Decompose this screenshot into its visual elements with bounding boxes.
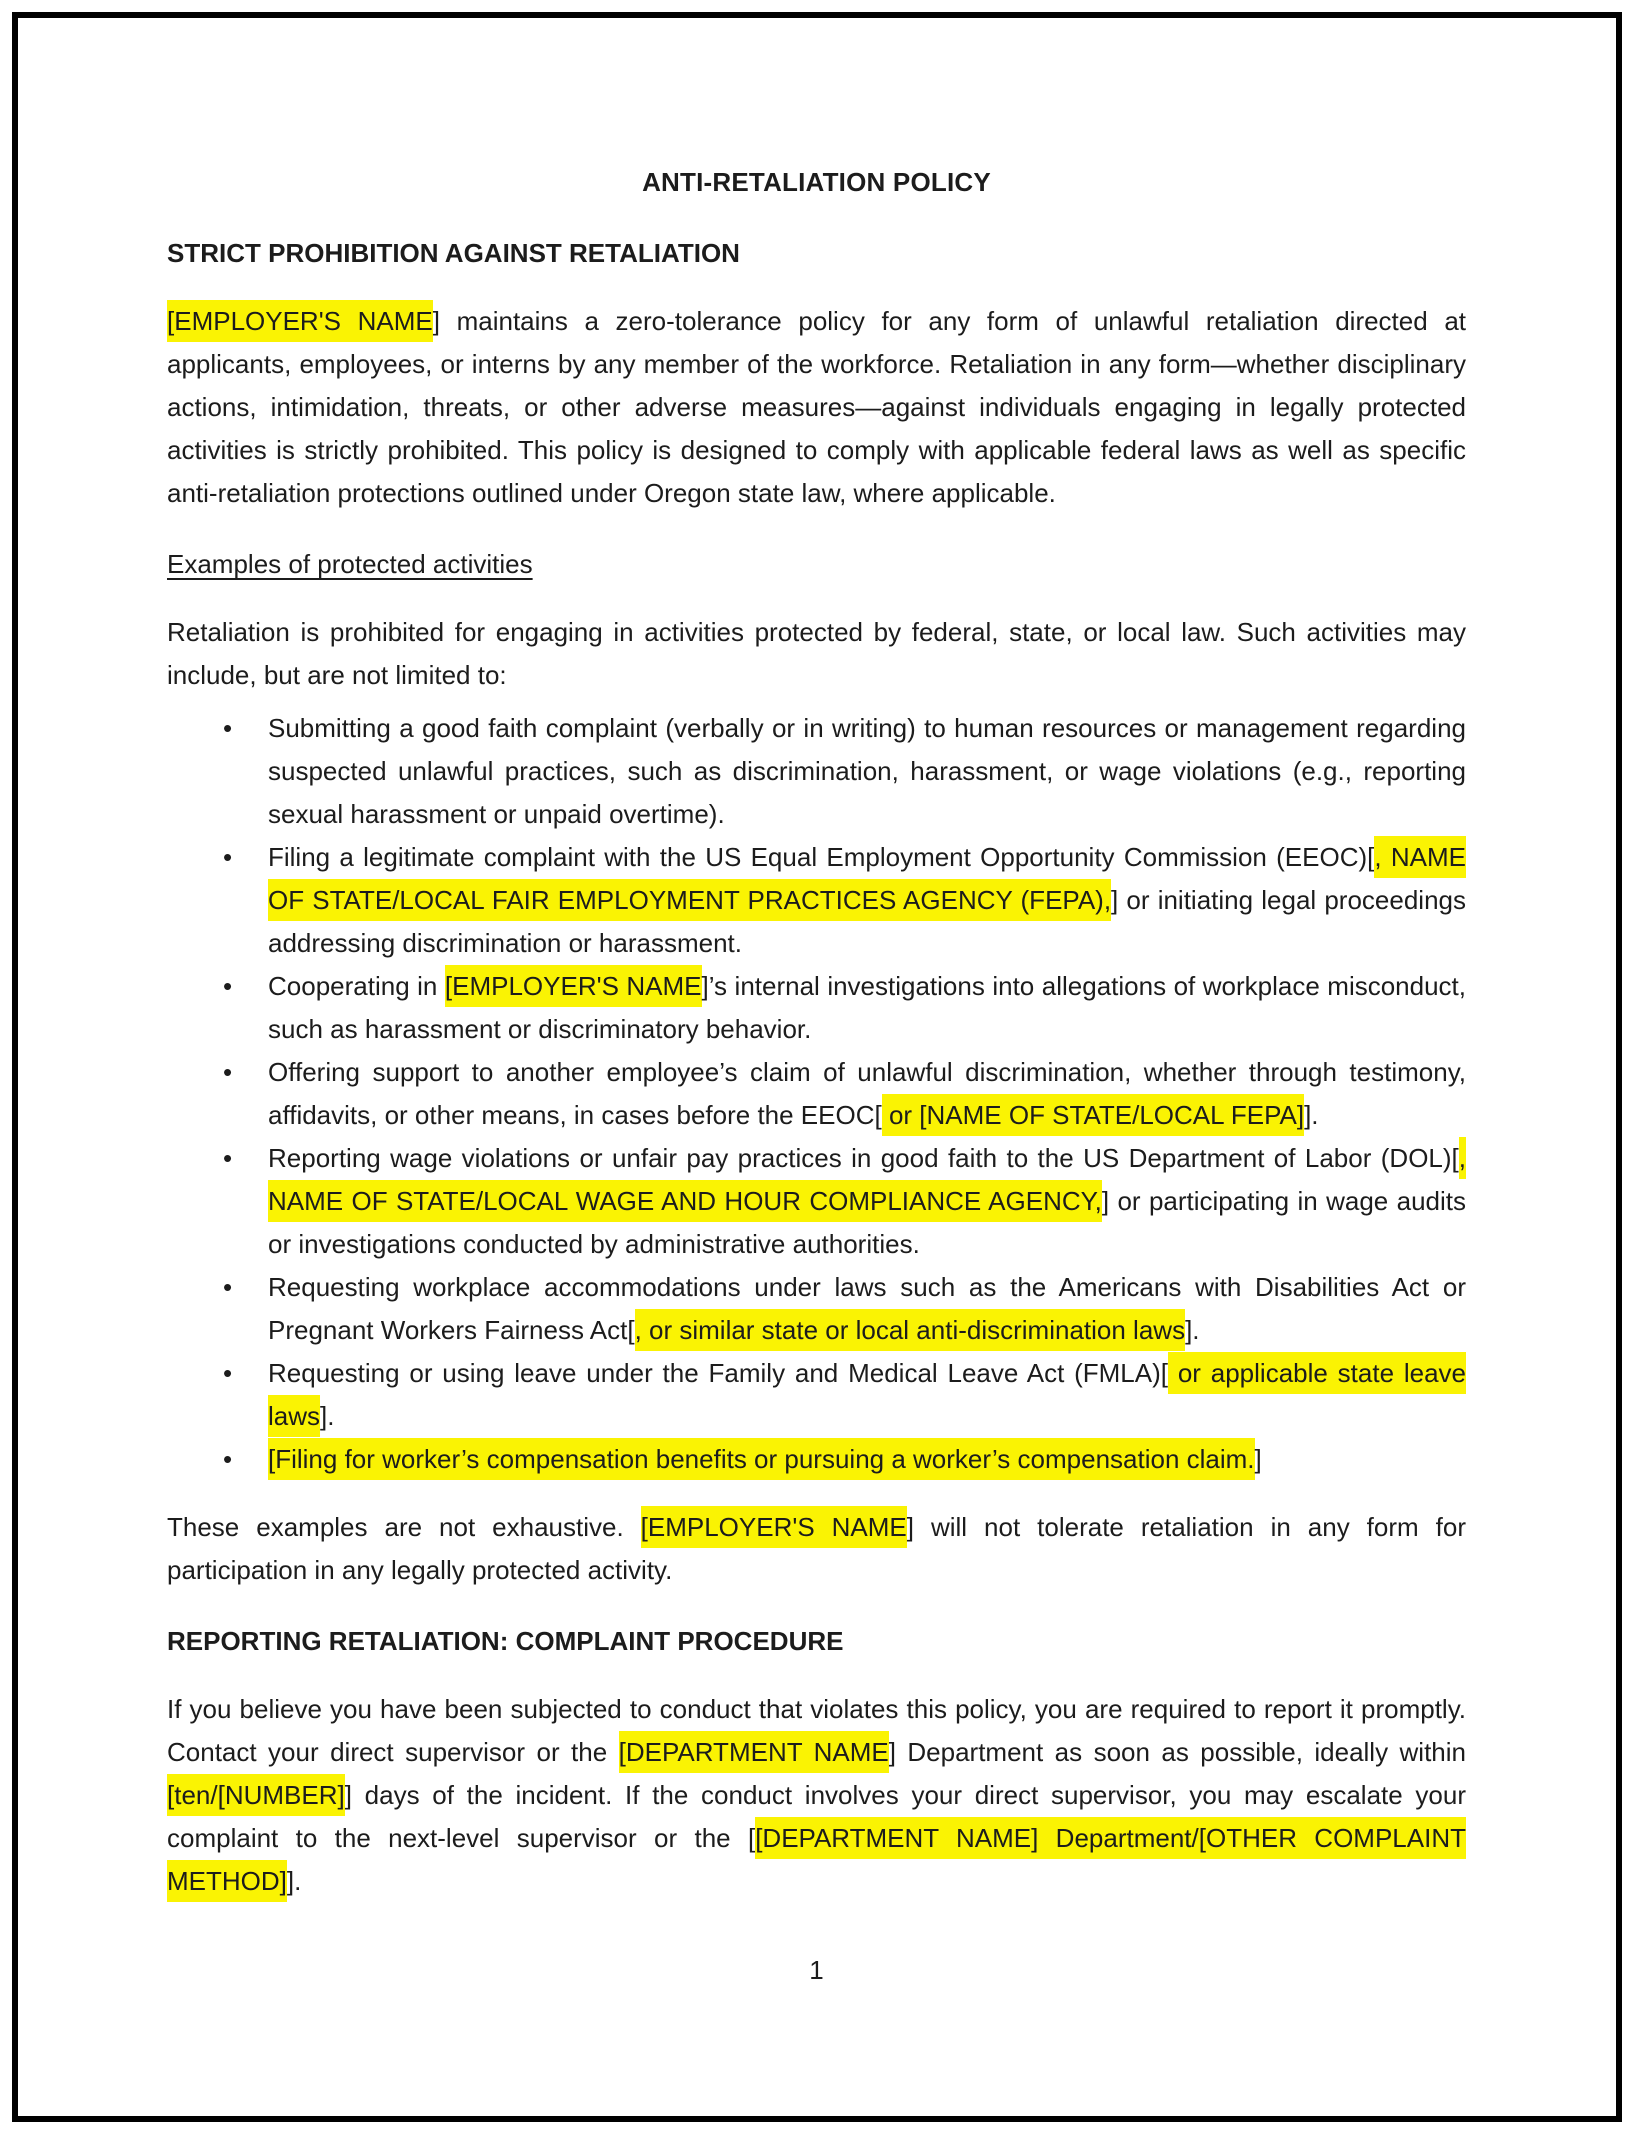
list-item-workers-compensation	[167, 1438, 1466, 1481]
list-item-offering-support	[167, 1051, 1466, 1137]
text-run: ] Department as soon as possible, ideally within	[888, 1737, 1467, 1767]
list-item-good-faith-complaint	[167, 707, 1466, 836]
highlighted-placeholder: [ten/[NUMBER]	[167, 1774, 345, 1816]
list-item-reporting-wage-violations	[167, 1137, 1466, 1266]
text-run: Requesting or using leave under the Family and Medical Leave Act (FMLA)[	[268, 1358, 1168, 1388]
heading-strict-prohibition: STRICT PROHIBITION AGAINST RETALIATION	[167, 238, 740, 268]
text-run: ]’s internal investigations into allegations of workplace misconduct, such as harassment or discriminatory behavior.	[268, 971, 1467, 1044]
highlighted-placeholder: or [NAME OF STATE/LOCAL FEPA]	[882, 1094, 1304, 1136]
document-content	[167, 0, 1466, 1992]
protected-activities-list	[167, 707, 1466, 1481]
highlighted-placeholder: [DEPARTMENT NAME] Department/[OTHER COMPLAINT METHOD]	[167, 1817, 1466, 1902]
highlighted-placeholder: , NAME OF STATE/LOCAL WAGE AND HOUR COMPLIANCE AGENCY,	[268, 1137, 1466, 1222]
highlighted-placeholder: [EMPLOYER'S NAME	[445, 965, 702, 1007]
text-run: Offering support to another employee’s claim of unlawful discrimination, whether through testimony, affidavits, or other means, in cases before the EEOC[	[268, 1057, 1466, 1130]
list-item-cooperating-investigations	[167, 965, 1466, 1051]
text-run: These examples are not exhaustive.	[167, 1512, 641, 1542]
highlighted-placeholder: [DEPARTMENT NAME	[619, 1731, 889, 1773]
paragraph-reporting-procedure	[167, 1688, 1466, 1903]
highlighted-placeholder: [Filing for worker’s compensation benefits or pursuing a worker’s compensation claim.	[268, 1438, 1255, 1480]
text-run: ].	[1304, 1100, 1319, 1130]
text-run: Submitting a good faith complaint (verbally or in writing) to human resources or management regarding suspected unlawful practices, such as discrimination, harassment, or wage violations (e.g., reporting sexual harassment or unpaid overtime).	[268, 713, 1466, 829]
text-run: ] or participating in wage audits or investigations conducted by administrative authorities.	[268, 1186, 1466, 1259]
heading-reporting-retaliation: REPORTING RETALIATION: COMPLAINT PROCEDURE	[167, 1626, 844, 1656]
text-run: ] or initiating legal proceedings addressing discrimination or harassment.	[268, 885, 1466, 958]
highlighted-placeholder: [EMPLOYER'S NAME	[641, 1506, 907, 1548]
text-run: Requesting workplace accommodations under laws such as the Americans with Disabilities Act or Pregnant Workers Fairness Act[	[268, 1272, 1466, 1345]
list-item-requesting-accommodations	[167, 1266, 1466, 1352]
list-item-requesting-leave	[167, 1352, 1466, 1438]
text-run: ].	[1185, 1315, 1200, 1345]
text-run: ] maintains a zero-tolerance policy for any form of unlawful retaliation directed at applicants, employees, or interns by any member of the workforce. Retaliation in any form—whether disciplinary actions, intimidation, threats, or other adverse measures—against individuals engaging in legally protected activities is strictly prohibited. This policy is designed to comply with applicable federal laws as well as specific anti-retaliation protections outlined under Oregon state law, where applicable.	[167, 306, 1466, 508]
text-run: ] will not tolerate retaliation in any form for participation in any legally protected activity.	[167, 1512, 1466, 1585]
text-run: ].	[286, 1866, 302, 1896]
text-run: ] days of the incident. If the conduct involves your direct supervisor, you may escalate your complaint to the next-level supervisor or the [	[167, 1780, 1466, 1853]
paragraph-prohibition-statement	[167, 300, 1466, 515]
subheading-examples-of-protected-activities: Examples of protected activities	[167, 549, 533, 579]
text-run: If you believe you have been subjected to conduct that violates this policy, you are required to report it promptly. Contact your direct supervisor or the	[167, 1694, 1466, 1767]
page-number: 1	[809, 1955, 824, 1985]
highlighted-placeholder: , NAME OF STATE/LOCAL FAIR EMPLOYMENT PRACTICES AGENCY (FEPA),	[268, 836, 1466, 921]
text-run: Reporting wage violations or unfair pay practices in good faith to the US Department of Labor (DOL)[	[268, 1143, 1459, 1173]
text-run: Filing a legitimate complaint with the US Equal Employment Opportunity Commission (EEOC)[	[268, 842, 1375, 872]
text-run: ]	[1254, 1444, 1262, 1474]
text-run: ].	[320, 1401, 335, 1431]
text-run: Cooperating in	[268, 971, 445, 1001]
text-run: Retaliation is prohibited for engaging in activities protected by federal, state, or local law. Such activities may include, but are not limited to:	[167, 617, 1466, 690]
document-title: ANTI-RETALIATION POLICY	[642, 167, 991, 197]
paragraph-examples-closing	[167, 1506, 1466, 1592]
highlighted-placeholder: [EMPLOYER'S NAME	[167, 300, 433, 342]
highlighted-placeholder: or applicable state leave laws	[268, 1352, 1466, 1437]
list-item-eeoc-complaint	[167, 836, 1466, 965]
highlighted-placeholder: , or similar state or local anti-discrimination laws	[635, 1309, 1186, 1351]
paragraph-examples-intro	[167, 611, 1466, 697]
